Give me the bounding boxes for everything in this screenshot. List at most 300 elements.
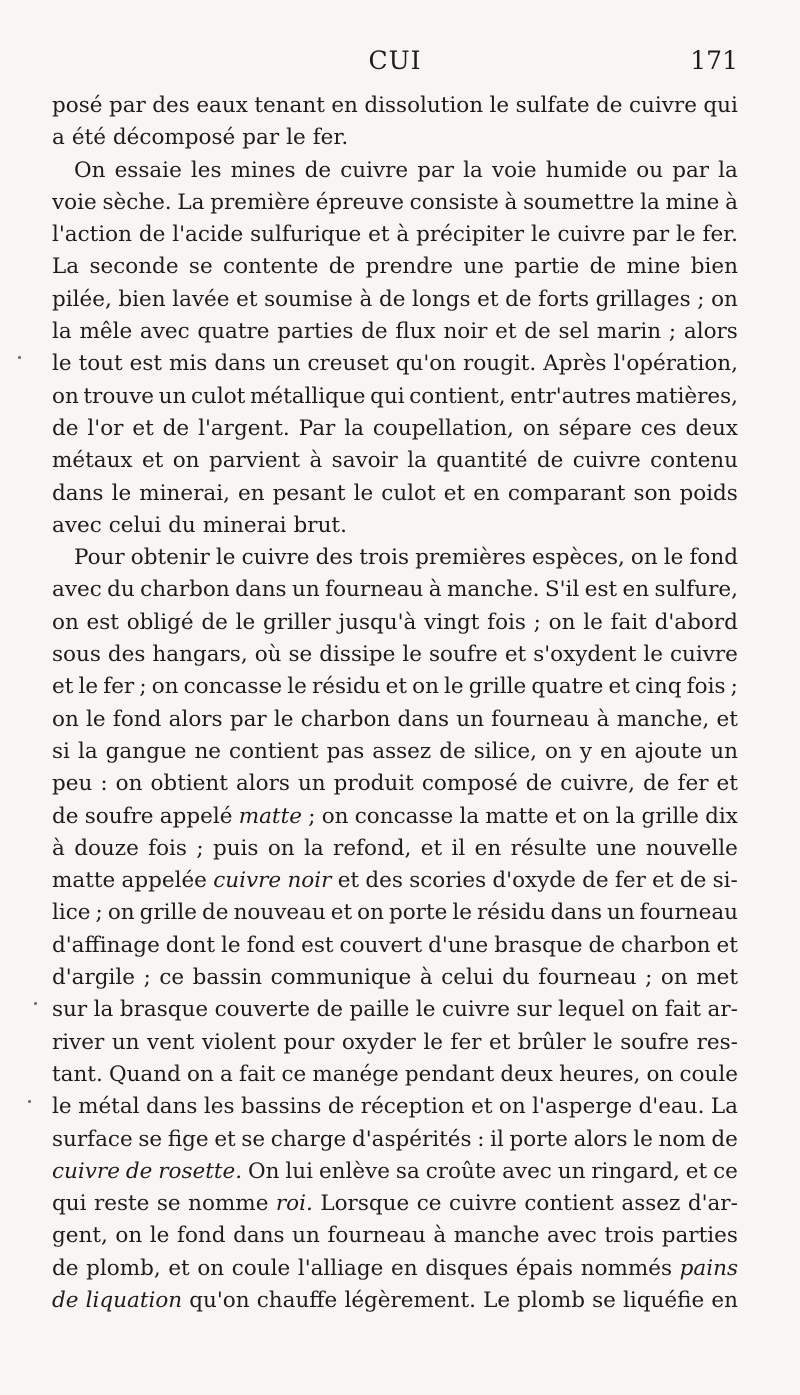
word: il [490,1126,504,1152]
word: quatre [197,319,270,345]
text-line [52,1253,738,1285]
word: brûler [517,1029,586,1055]
word: où [254,642,282,668]
word: S'il [544,577,580,603]
word: en [474,835,502,861]
text-line [52,1124,738,1156]
word: le [444,674,464,700]
word: la [93,997,114,1023]
word: ce [159,965,185,991]
word: de [52,803,79,829]
word: d'aspérités [351,1126,472,1152]
word: ; [196,835,204,861]
word: pas [326,738,365,764]
word: charbon [620,932,711,958]
word: fer. [312,125,349,151]
word: et [52,674,74,700]
word: qui [703,93,738,118]
word: on [187,1061,214,1087]
word: mine [665,189,720,215]
word: ; [668,319,677,345]
word: alors [235,771,290,797]
word: scories [409,868,487,894]
word: bien [690,254,738,280]
word: lavée [172,286,230,312]
word: du [168,512,196,538]
word: dans [52,480,104,506]
word: d'abord [654,609,738,635]
word: la [718,157,738,183]
word: la [615,803,636,829]
word: enlève [318,1158,390,1184]
word: à [309,448,323,474]
word: la [407,448,427,474]
word: matte [485,803,549,829]
text-line [52,413,738,445]
text-line [52,962,738,994]
word: le [676,222,696,248]
word: Lorsque [320,1191,410,1217]
text-line [52,251,738,283]
word: la [52,319,72,345]
word: pilée, [52,286,112,312]
word: charbon [300,706,391,732]
text-line [52,122,738,154]
word: produit [333,771,414,797]
word: deux [685,415,738,441]
word: un [456,706,484,732]
word: de [711,1126,738,1152]
word: cuivre [448,1191,517,1217]
word: fer [450,1029,482,1055]
word: pains [679,1255,738,1281]
word: fond [177,1223,226,1249]
word: cuivre [629,93,697,118]
word: par [632,222,670,248]
word: en [711,1287,738,1313]
word: par [108,93,146,118]
word: marin [596,319,662,345]
word: de [125,1158,153,1184]
word: soumise [264,286,353,312]
word: on [711,286,738,312]
word: couverte [214,997,310,1023]
word: est [584,577,618,603]
word: la [463,157,483,183]
word: prendre [365,254,454,280]
word: fois [148,835,187,861]
word: coupellation, [372,415,514,441]
word: et [488,1029,511,1055]
word: à [433,1223,447,1249]
word: nom [658,1126,706,1152]
word: reste [93,1191,150,1217]
word: est [129,351,163,377]
text-line [52,768,738,800]
word: par [672,157,710,183]
word: on [107,900,135,926]
word: on [115,771,143,797]
word: sépare [558,415,632,441]
word: de [536,448,564,474]
word: y [579,738,592,764]
word: fond [246,932,296,958]
page-number: 171 [690,46,738,75]
word: On [248,1158,280,1184]
word: parties [661,1223,738,1249]
word: d'affinage [52,932,160,958]
word: mêle [79,319,133,345]
word: savoir [331,448,398,474]
word: on [412,674,439,700]
word: de [327,1094,355,1120]
word: dans [214,351,266,377]
word: alors [683,319,738,345]
word: partie [514,254,580,280]
word: on [52,706,79,732]
word: vent [147,1029,195,1055]
text-line [52,607,738,639]
word: le [111,480,132,506]
word: et [168,1255,190,1281]
text-line [52,219,738,251]
text-line [52,316,738,348]
word: un [158,383,187,409]
word: par [242,125,280,151]
word: la [344,415,364,441]
text-line [52,704,738,736]
word: on [172,448,200,474]
word: à [596,706,610,732]
word: le [235,609,256,635]
word: ou [636,157,664,183]
word: à [428,577,442,603]
word: alors [573,1126,628,1152]
paragraph [52,90,738,155]
word: de [201,609,228,635]
word: liquation [85,1287,183,1313]
word: mines [230,157,296,183]
word: soufre [429,642,498,668]
word: de [643,771,670,797]
word: obtient [150,771,228,797]
word: un [297,771,326,797]
text-line [52,284,738,316]
text-line [52,1285,738,1317]
word: On [74,157,106,183]
word: si- [712,868,738,894]
word: tant. [52,1061,103,1087]
word: se [241,1126,266,1152]
word: Par [298,415,336,441]
word: grille [468,674,527,700]
word: trois [359,545,409,571]
word: le [353,480,374,506]
word: qui [52,1191,87,1217]
word: alors [168,706,223,732]
word: brut. [293,512,347,538]
word: nouveau [233,900,326,926]
word: le [287,674,307,700]
word: seconde [89,254,179,280]
word: un [710,738,738,764]
word: de [596,93,623,118]
word: pour [283,1029,335,1055]
word: cuivre [442,997,510,1023]
word: lui [285,1158,314,1184]
word: a [220,1061,233,1087]
word: contient, [409,383,506,409]
word: résidu [311,674,381,700]
text-line [52,1188,738,1220]
word: mine [626,254,681,280]
word: gangue [105,738,187,764]
word: ce [713,1158,738,1184]
word: de [378,286,406,312]
word: noir [443,319,488,345]
word: a [52,125,65,151]
word: et [652,868,674,894]
word: obligé [126,609,194,635]
word: on [522,415,550,441]
word: appelée [121,868,207,894]
word: surface [52,1126,133,1152]
word: de [52,415,79,441]
word: des [107,642,146,668]
word: et [471,1094,493,1120]
word: son [633,480,672,506]
word: précipiter [416,222,525,248]
word: sulfure, [654,577,738,603]
word: le [215,545,236,571]
word: est [86,609,119,635]
word: vingt [424,609,480,635]
word: : [477,1126,485,1152]
word: sel [558,319,590,345]
word: l'opération, [613,351,738,377]
word: on [52,383,79,409]
word: à [725,189,738,215]
word: qu'on [395,351,457,377]
word: dissipe [319,642,396,668]
word: d'une [428,932,489,958]
word: matières, [635,383,738,409]
word: jusqu'à [338,609,417,635]
word: cuivre [241,545,310,571]
word: minerai [202,512,287,538]
word: on [321,803,349,829]
word: de [138,222,166,248]
word: fer [103,674,135,700]
word: humide [545,157,628,183]
text-line [52,897,738,929]
word: matte [52,868,116,894]
word: La [52,254,80,280]
word: fois [686,674,726,700]
word: les [203,1094,235,1120]
word: dans [145,1094,198,1120]
word: métallique [249,383,366,409]
word: quantité [436,448,528,474]
word: bassin [192,965,263,991]
word: rosette. [158,1158,243,1184]
word: ce [281,1061,307,1087]
word: et [141,448,164,474]
word: contient [524,1191,614,1217]
word: contient [229,738,319,764]
word: un [292,577,320,603]
word: qu'on [189,1287,250,1313]
word: noir [287,868,332,894]
word: avec [547,1223,597,1249]
text-line [52,478,738,510]
word: la [640,189,660,215]
word: manche, [616,706,710,732]
word: fer [677,771,709,797]
word: tenant [254,93,325,118]
word: en [390,1255,418,1281]
word: d'ar- [687,1191,738,1217]
word: sulfate [515,93,590,118]
word: l'argent. [198,415,290,441]
word: des [365,868,403,894]
word: quatre [531,674,604,700]
word: celui [441,965,494,991]
text-line [52,1059,738,1091]
word: de [304,157,332,183]
word: de [316,997,343,1023]
body-text [52,90,738,1317]
word: le [86,706,106,732]
word: lequel [558,997,625,1023]
word: de [328,254,356,280]
word: de [589,254,617,280]
word: est [301,932,334,958]
word: assez [621,1191,681,1217]
word: puis [212,835,259,861]
word: et [716,706,738,732]
word: sa [395,1158,420,1184]
word: réception [360,1094,465,1120]
text-line [52,445,738,477]
word: des [152,93,190,118]
word: ; [143,965,151,991]
word: composé [421,771,518,797]
word: par [229,706,267,732]
word: consiste [409,189,499,215]
word: fourneau [327,1223,426,1249]
word: de [162,415,190,441]
word: contente [223,254,319,280]
word: le [423,1029,443,1055]
word: sèche. [102,189,172,215]
word: charge [270,1126,347,1152]
word: Pour [74,545,125,571]
word: espèces, [531,545,625,571]
word: on [498,1094,526,1120]
word: fait [239,1061,276,1087]
word: minerai, [139,480,230,506]
word: manche [453,1223,540,1249]
word: avec [52,577,102,603]
word: fois [487,609,526,635]
word: dissolution [364,93,484,118]
word: cuivre [572,448,641,474]
word: roi. [275,1191,313,1217]
word: la [459,803,480,829]
word: et [443,480,466,506]
word: on [548,609,576,635]
word: Après [543,351,607,377]
word: par [417,157,455,183]
word: l'asperge [532,1094,633,1120]
word: concasse [183,674,283,700]
word: et [420,835,443,861]
word: manche. [447,577,540,603]
word: croûte [425,1158,497,1184]
paragraph [52,542,738,1317]
word: Le [483,1287,511,1313]
word: résidu [476,900,546,926]
word: ; [533,609,541,635]
word: fond [112,706,162,732]
word: de [582,868,609,894]
word: de [202,900,229,926]
word: matte [238,803,302,829]
word: résulte [510,835,587,861]
word: premières [415,545,526,571]
word: et [385,674,407,700]
word: décomposé [112,125,236,151]
text-line [52,1091,738,1123]
word: on [545,738,572,764]
word: essaie [114,157,182,183]
word: l'acide [172,222,244,248]
word: coule [231,1255,291,1281]
word: et [685,1158,708,1184]
word: on [646,1061,674,1087]
text-line [52,801,738,833]
word: culot [190,383,246,409]
text-line [52,1220,738,1252]
word: porte [509,1126,568,1152]
word: dans [397,706,449,732]
paper-speck [18,356,21,359]
word: chauffe [256,1287,338,1313]
word: soufre [620,1029,690,1055]
word: de [52,1287,79,1313]
word: rougit. [463,351,537,377]
word: forts [538,286,590,312]
word: liquéfie [623,1287,705,1313]
word: le [452,900,472,926]
word: avec [52,512,102,538]
word: poids [679,480,738,506]
word: métal [78,1094,140,1120]
word: oxyder [341,1029,416,1055]
word: griller [263,609,331,635]
word: et [504,642,527,668]
word: dans [233,1223,285,1249]
word: et [330,900,353,926]
word: on [115,1223,143,1249]
word: ; [730,674,738,700]
word: se [592,1287,616,1313]
text-line [52,1156,738,1188]
word: le [52,1094,72,1120]
text-line [52,994,738,1026]
word: on [630,545,658,571]
